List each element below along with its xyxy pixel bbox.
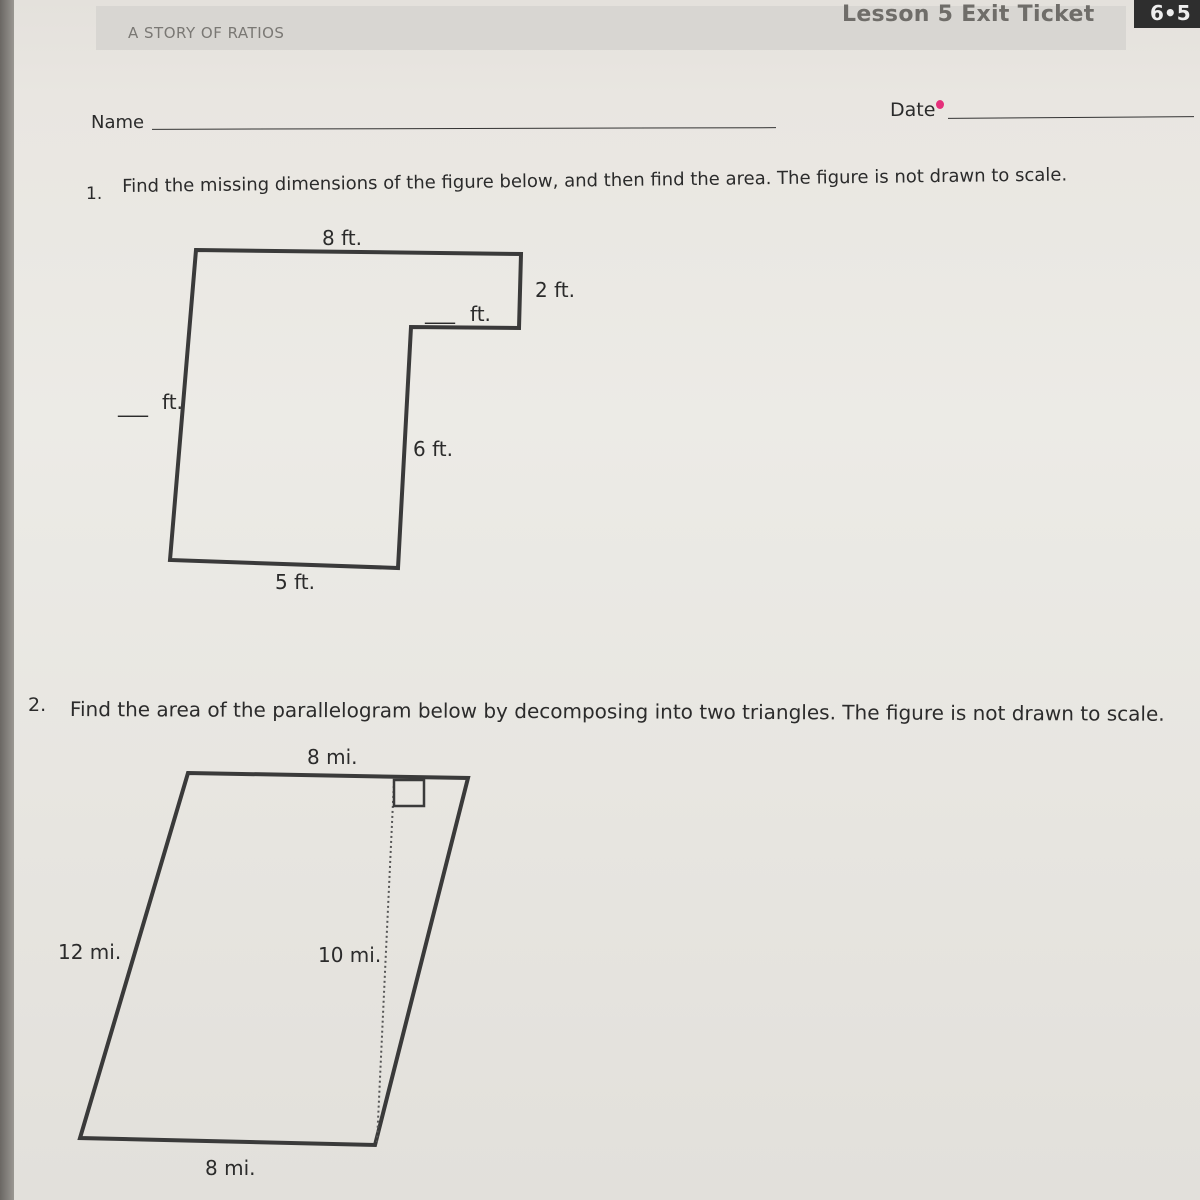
name-label: Name	[91, 112, 145, 133]
parallelogram-outline	[80, 773, 468, 1145]
fig1-inner-horizontal-unit: ft.	[470, 302, 491, 326]
lesson-title: Lesson 5 Exit Ticket	[842, 2, 1095, 27]
fig1-right-label: 2 ft.	[535, 278, 575, 302]
fig2-bottom-label: 8 mi.	[205, 1156, 256, 1180]
fig2-top-label: 8 mi.	[307, 745, 358, 769]
series-title: A STORY OF RATIOS	[128, 24, 285, 42]
question-1-number: 1.	[86, 184, 103, 204]
question-1-text: Find the missing dimensions of the figure below, and then find the area. The figure is not drawn to scale.	[122, 164, 1068, 197]
fig1-left-blank[interactable]: ___	[118, 393, 148, 417]
grade-badge: 6•5	[1134, 0, 1200, 28]
fig1-top-label: 8 ft.	[322, 226, 362, 250]
question-2-number: 2.	[28, 694, 47, 716]
right-angle-marker	[394, 780, 424, 806]
question-2-text: Find the area of the parallelogram below by decomposing into two triangles. The figure is not drawn to scale.	[69, 697, 1165, 726]
fig1-inner-vertical-label: 6 ft.	[413, 437, 453, 461]
fig2-height-label: 10 mi.	[318, 943, 382, 967]
fig1-left-unit: ft.	[162, 390, 183, 414]
fig1-bottom-label: 5 ft.	[275, 570, 315, 594]
fig1-inner-horizontal-blank[interactable]: ___	[425, 300, 455, 324]
fig2-side-label: 12 mi.	[58, 940, 122, 964]
date-label: Date	[890, 99, 936, 121]
